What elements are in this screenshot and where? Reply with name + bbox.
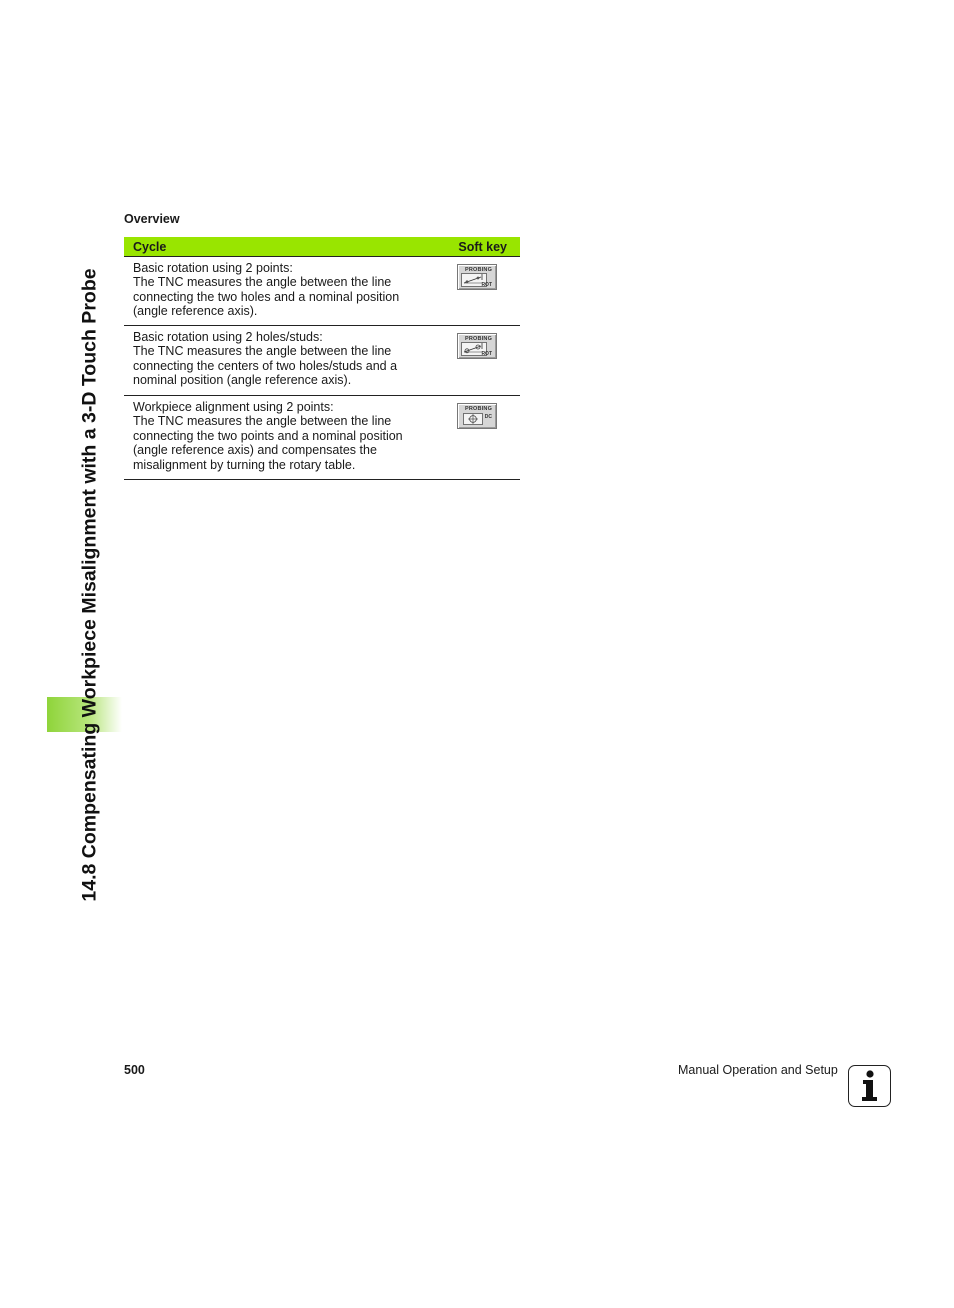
cycle-description: The TNC measures the angle between the line connecting the centers of two holes/studs and a nominal position (angle reference axis). bbox=[133, 344, 398, 388]
softkey-probing-rot[interactable] bbox=[457, 333, 497, 359]
cycle-cell bbox=[133, 261, 433, 319]
footer-chapter-name: Manual Operation and Setup bbox=[678, 1063, 838, 1077]
cycle-description: The TNC measures the angle between the line connecting the two holes and a nominal position (angle reference axis). bbox=[133, 275, 400, 319]
softkey-sublabel: ROT bbox=[481, 282, 492, 288]
cycle-cell bbox=[133, 330, 433, 388]
softkey-label: PROBING bbox=[465, 267, 493, 273]
chapter-heading-text: 14.8 Compensating Workpiece Misalignment with a 3-D Touch Probe bbox=[78, 268, 101, 902]
column-header-cycle: Cycle bbox=[133, 239, 167, 254]
softkey-label: PROBING bbox=[465, 406, 493, 412]
overview-table bbox=[124, 237, 520, 480]
cycle-cell bbox=[133, 400, 433, 472]
table-row bbox=[124, 326, 520, 396]
table-header bbox=[124, 237, 520, 256]
softkey-sublabel: DC bbox=[484, 414, 492, 420]
column-header-softkey: Soft key bbox=[458, 239, 507, 254]
cycle-description: The TNC measures the angle between the line connecting the two points and a nominal position (angle reference axis) and compensates the misalignment by turning the rotary table. bbox=[133, 414, 403, 472]
section-title: Overview bbox=[124, 212, 180, 226]
cycle-title: Basic rotation using 2 holes/studs: bbox=[133, 330, 323, 344]
page-number: 500 bbox=[124, 1063, 145, 1077]
table-row bbox=[124, 256, 520, 326]
info-icon bbox=[848, 1065, 891, 1107]
softkey-probing-rot[interactable] bbox=[457, 264, 497, 290]
softkey-probing-dc[interactable] bbox=[457, 403, 497, 429]
probing-dc-icon bbox=[461, 412, 485, 426]
cycle-title: Workpiece alignment using 2 points: bbox=[133, 400, 334, 414]
softkey-sublabel: ROT bbox=[481, 351, 492, 357]
softkey-label: PROBING bbox=[465, 336, 493, 342]
cycle-title: Basic rotation using 2 points: bbox=[133, 261, 293, 275]
table-row bbox=[124, 396, 520, 480]
